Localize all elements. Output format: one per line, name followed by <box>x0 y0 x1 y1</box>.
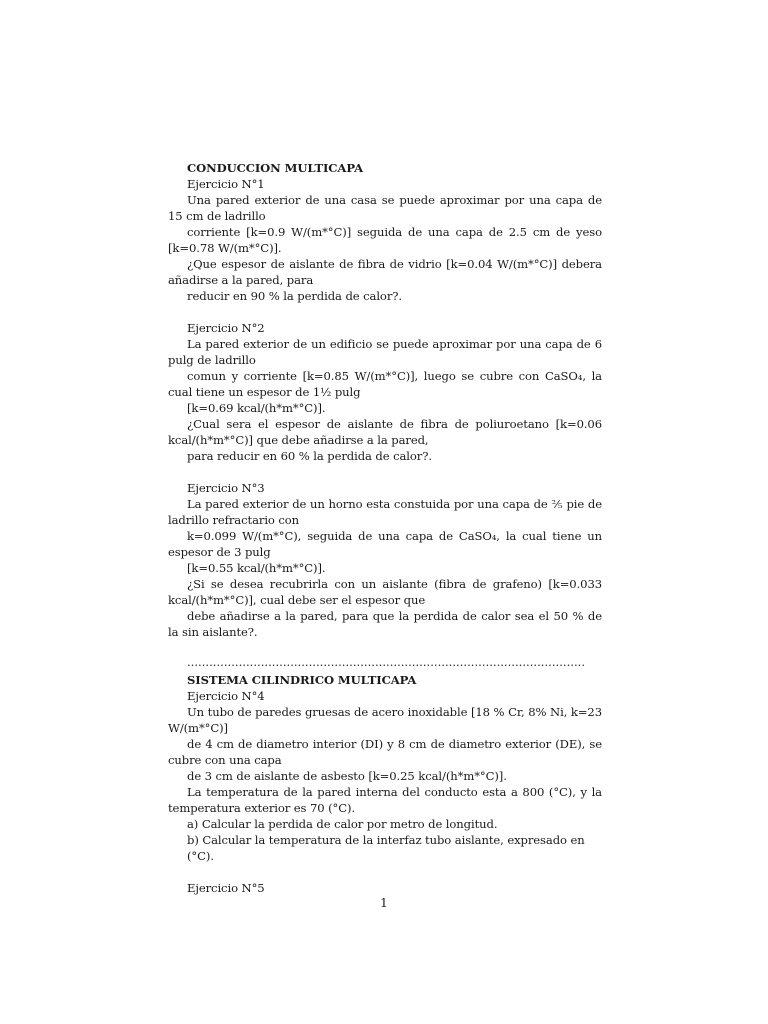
exercise-2-label: Ejercicio N°2 <box>187 321 265 335</box>
section-heading-cilindrico: SISTEMA CILINDRICO MULTICAPA <box>187 673 417 687</box>
spacer <box>168 864 602 880</box>
exercise-2-line: La pared exterior de un edificio se puede aproximar por una capa de 6 pulg de ladrillo <box>168 337 602 367</box>
section-heading-conduccion: CONDUCCION MULTICAPA <box>187 161 363 175</box>
exercise-4-line: Un tubo de paredes gruesas de acero inoxidable [18 % Cr, 8% Ni, k=23 W/(m*°C)] <box>168 705 602 735</box>
spacer <box>168 640 602 656</box>
spacer <box>168 464 602 480</box>
exercise-4-line: La temperatura de la pared interna del conducto esta a 800 (°C), y la temperatura exterior es 70 (°C). <box>168 785 602 815</box>
exercise-1-line: reducir en 90 % la perdida de calor?. <box>187 289 402 303</box>
exercise-3-line: La pared exterior de un horno esta constuida por una capa de ⅖ pie de ladrillo refractario con <box>168 497 602 527</box>
exercise-3-label: Ejercicio N°3 <box>187 481 265 495</box>
exercise-1-label: Ejercicio N°1 <box>187 177 265 191</box>
document-body <box>168 160 602 896</box>
exercise-4-label: Ejercicio N°4 <box>187 689 265 703</box>
exercise-1-line: Una pared exterior de una casa se puede aproximar por una capa de 15 cm de ladrillo <box>168 193 602 223</box>
page-number: 1 <box>380 896 388 910</box>
exercise-4-item-a: a) Calcular la perdida de calor por metro de longitud. <box>187 817 498 831</box>
exercise-3-line: k=0.099 W/(m*°C), seguida de una capa de CaSO₄, la cual tiene un espesor de 3 pulg <box>168 529 602 559</box>
dotted-separator: ............................................................................................................ <box>187 656 586 669</box>
exercise-1-line: ¿Que espesor de aislante de fibra de vidrio [k=0.04 W/(m*°C)] debera añadirse a la pared, para <box>168 257 602 287</box>
exercise-2-line: ¿Cual sera el espesor de aislante de fibra de poliuroetano [k=0.06 kcal/(h*m*°C)] que debe añadirse a la pared, <box>168 417 602 447</box>
exercise-4-line: de 3 cm de aislante de asbesto [k=0.25 kcal/(h*m*°C)]. <box>187 769 507 783</box>
exercise-5-label: Ejercicio N°5 <box>187 881 265 895</box>
exercise-2-line: [k=0.69 kcal/(h*m*°C)]. <box>187 401 326 415</box>
exercise-3-line: ¿Si se desea recubrirla con un aislante (fibra de grafeno) [k=0.033 kcal/(h*m*°C)], cual debe ser el espesor que <box>168 577 602 607</box>
exercise-2-line: comun y corriente [k=0.85 W/(m*°C)], luego se cubre con CaSO₄, la cual tiene un espesor de 1½ pulg <box>168 369 602 399</box>
exercise-4-item-b: b) Calcular la temperatura de la interfaz tubo aislante, expresado en (°C). <box>187 833 585 863</box>
exercise-3-line: debe añadirse a la pared, para que la perdida de calor sea el 50 % de la sin aislante?. <box>168 609 602 639</box>
exercise-2-line: para reducir en 60 % la perdida de calor?. <box>187 449 432 463</box>
spacer <box>168 304 602 320</box>
exercise-1-line: corriente [k=0.9 W/(m*°C)] seguida de una capa de 2.5 cm de yeso [k=0.78 W/(m*°C)]. <box>168 225 602 255</box>
exercise-3-line: [k=0.55 kcal/(h*m*°C)]. <box>187 561 326 575</box>
exercise-4-line: de 4 cm de diametro interior (DI) y 8 cm de diametro exterior (DE), se cubre con una capa <box>168 737 602 767</box>
